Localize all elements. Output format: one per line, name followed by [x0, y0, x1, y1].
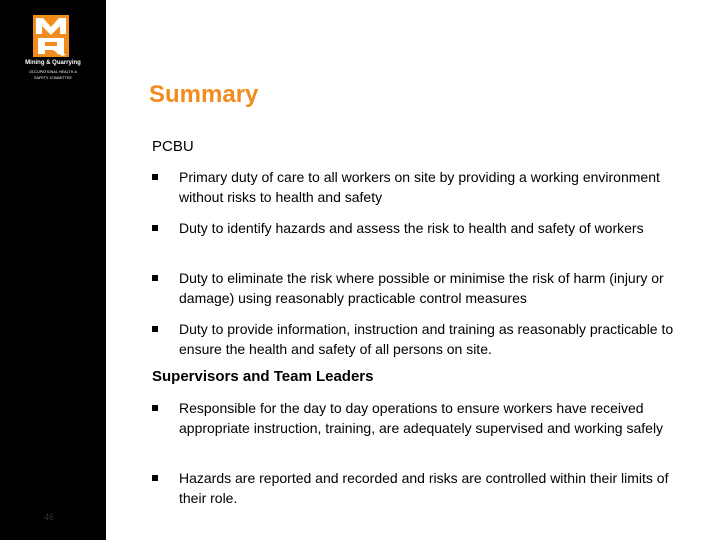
bullet-square-icon [152, 326, 158, 332]
bullet-square-icon [152, 225, 158, 231]
slide-title: Summary [149, 81, 259, 108]
section-heading-pcbu: PCBU [152, 138, 194, 155]
logo-subtitle-line-2: SAFETY COMMITTEE [33, 76, 73, 80]
bullet-square-icon [152, 174, 158, 180]
bullet-text: Hazards are reported and recorded and risks are controlled within their limits of their role. [179, 470, 669, 506]
bullet-text: Responsible for the day to day operations to ensure workers have received appropriate instruction, training, are adequately supervised and working safely [179, 400, 664, 436]
title-divider [106, 112, 720, 113]
bullet-text: Duty to provide information, instruction and training as reasonably practicable to ensure the health and safety of all persons on site. [179, 321, 674, 357]
bullet-square-icon [152, 475, 158, 481]
bullet-square-icon [152, 405, 158, 411]
sidebar [0, 0, 106, 540]
logo [0, 0, 106, 95]
logo-subtitle [4, 69, 102, 81]
page-number: 46 [44, 512, 55, 522]
logo-name: Mining & Quarrying [25, 60, 81, 66]
bullet-text: Duty to eliminate the risk where possible or minimise the risk of harm (injury or damage) using reasonably practicable control measures [179, 270, 664, 306]
bullet-text: Duty to identify hazards and assess the risk to health and safety of workers [179, 220, 644, 236]
bullet-text: Primary duty of care to all workers on site by providing a working environment without risks to health and safety [179, 169, 660, 205]
logo-subtitle-line-1: OCCUPATIONAL HEALTH & [28, 70, 78, 74]
bullet-square-icon [152, 275, 158, 281]
mq-emblem-icon [33, 15, 69, 57]
section-heading-supervisors: Supervisors and Team Leaders [152, 368, 374, 385]
